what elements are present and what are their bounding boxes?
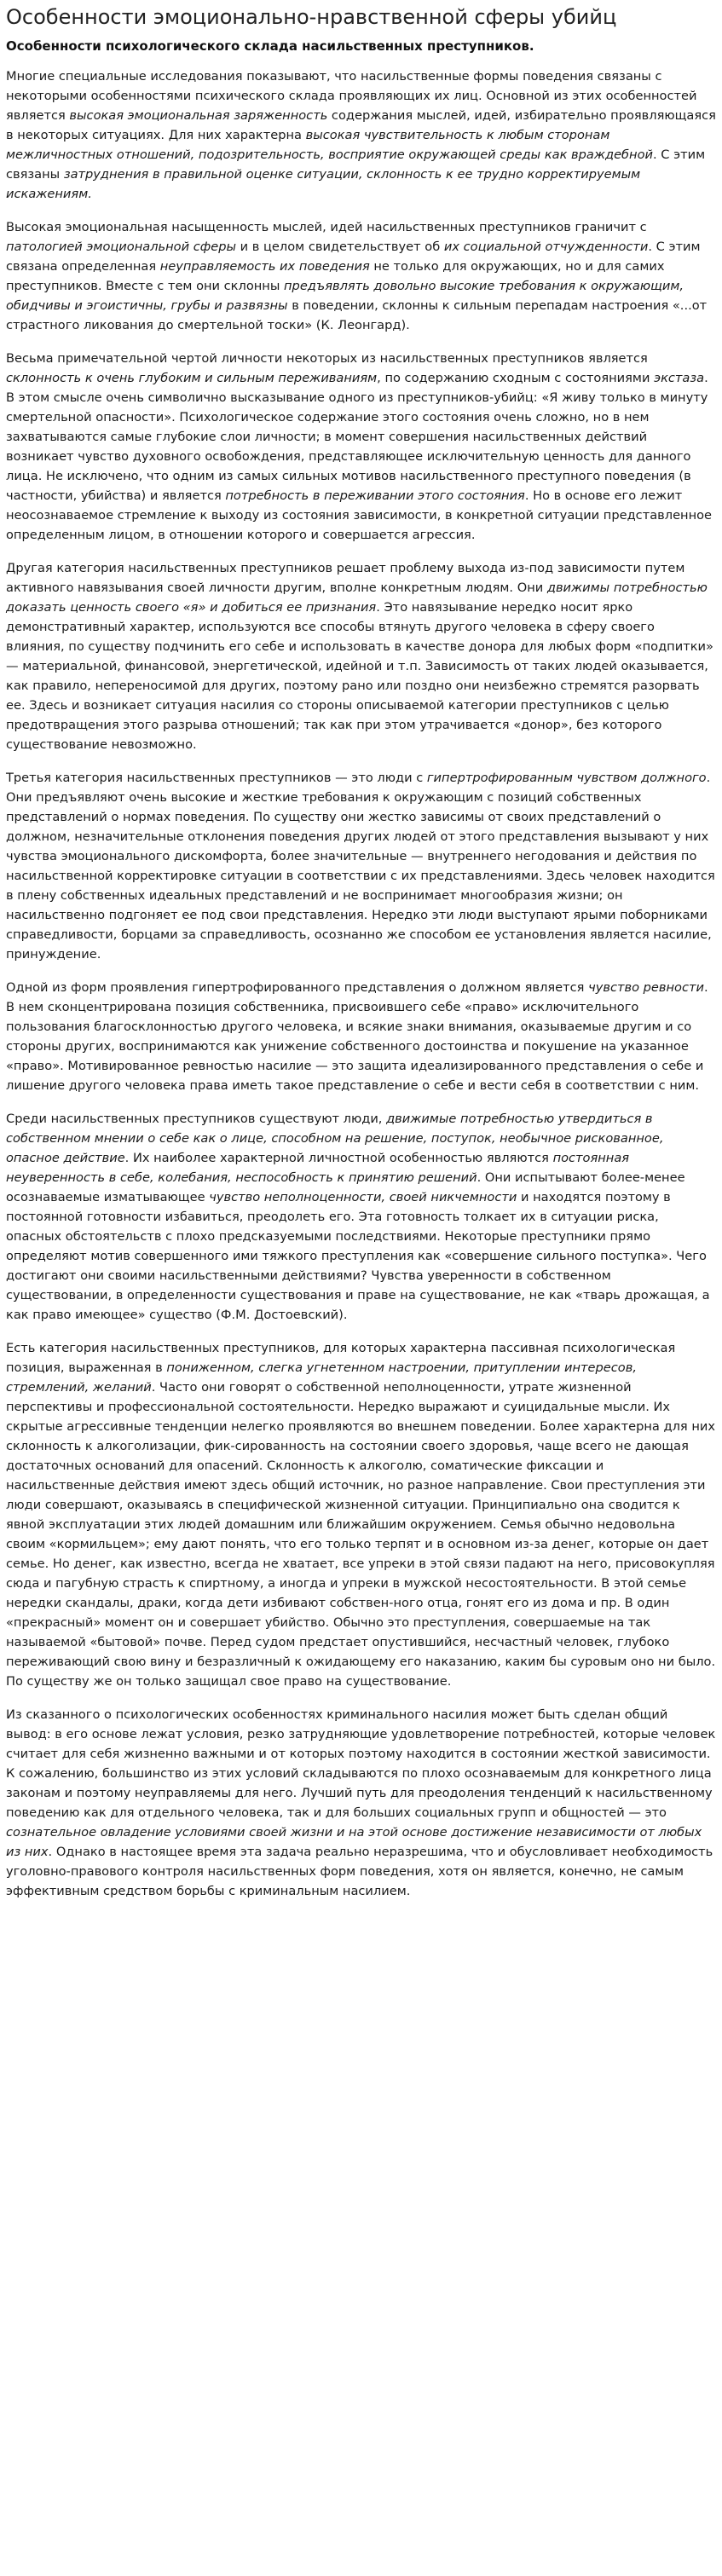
text-run: и в целом свидетельствует об	[236, 240, 444, 254]
emphasis-text: постоянная неуверенность в себе, колебания, неспособность к принятию решений	[6, 1151, 630, 1185]
text-run: Третья категория насильственных преступников — это люди с	[6, 771, 427, 785]
text-run: Многие специальные исследования показывают, что насильственные формы поведения связаны с некоторыми особенностями психического склада проявляющих их лиц. Основной из этих особенностей является	[6, 69, 697, 123]
text-run: содержания мыслей, идей, избирательно проявляющаяся в некоторых ситуациях. Для них характерна	[6, 108, 716, 142]
text-run: Среди насильственных преступников существуют люди,	[6, 1112, 387, 1126]
text-run: . Часто они говорят о собственной неполноценности, утрате жизненной перспективы и профессиональной состоятельности. Нередко выражают и суицидальные мысли. Их скрытые агрессивные тенденции нелегко проявляются во внешнем поведении. Более характерна для них склонность к алкоголизации, фик-сированность на состоянии своего здоровья, чаще всего не дающая достаточных оснований для опасений. Склонность к алкоголю, соматические фиксации и насильственные действия имеют здесь общий источник, но разное направление. Свои преступления эти люди совершают, оказываясь в специфической жизненной ситуации. Принципиально она сводится к явной эксплуатации этих людей домашним или ближайшим окружением. Семья обычно недовольна своим «кормильцем»; ему дают понять, что его только терпят и в основном из-за денег, которые он дает семье. Но денег, как известно, всегда не хватает, все упреки в этой связи падают на него, присовокупляя сюда и пагубную страсть к спиртному, а иногда и упреки в мужской несостоятельности. В этой семье нередки скандалы, драки, когда дети избивают собствен-ного отца, гонят его из дома и пр. В один «прекрасный» момент он и совершает убийство. Обычно это преступления, совершаемые на так называемой «бытовой» почве. Перед судом предстает опустившийся, несчастный человек, глубоко переживающий свою вину и безразличный к ожидающему его наказанию, каким бы суровым оно ни было. По существу же он только защищал свое право на существование.	[6, 1380, 716, 1689]
emphasis-text: экстаза	[654, 371, 705, 385]
text-run: Одной из форм проявления гипертрофированного представления о должном является	[6, 980, 589, 995]
paragraph-4	[6, 558, 716, 754]
text-run: , по содержанию сходным с состояниями	[377, 371, 655, 385]
text-run: Есть категория насильственных преступников, для которых характерна пассивная психологическая позиция, выраженная в	[6, 1341, 676, 1375]
emphasis-text: движимы потребностью доказать ценность своего «я» и добиться ее признания	[6, 580, 708, 615]
emphasis-text: патологией эмоциональной сферы	[6, 240, 236, 254]
section-subtitle: Особенности психологического склада насильственных преступников.	[6, 38, 534, 54]
text-run: в поведении, склонны к сильным перепадам настроения «...от страстного ликования до смертельной тоски» (К. Леонгард).	[6, 298, 708, 332]
article-body	[6, 66, 716, 1901]
text-run: . В этом смысле очень символично высказывание одного из преступников-убийц: «Я живу только в минуту смертельной опасности». Психологическое содержание этого состояния очень сложно, но в нем захватываются самые глубокие слои личности; в момент совершения насильственных действий возникает чувство духовного освобождения, представляющее исключительную ценность для данного лица. Не исключено, что одним из самых сильных мотивов насильственного преступного поведения (в частности, убийства) и является	[6, 371, 708, 503]
text-run: не только для окружающих, но и для самих преступников. Вместе с тем они склонны	[6, 259, 665, 293]
paragraph-6	[6, 978, 716, 1095]
text-run: . Они предъявляют очень высокие и жесткие требования к окружающим с позиций собственных представлений о нормах поведения. По существу они жестко зависимы от своих представлений о должном, незначительные отклонения поведения других людей от этого представления вызывают у них чувства эмоционального дискомфорта, более значительные — внутреннего негодования и действия по насильственной корректировке ситуации в соответствии с их представлениями. Здесь человек находится в плену собственных идеальных представлений и не воспринимает многообразия жизни; он насильственно подгоняет ее под свои представления. Нередко эти люди выступают ярыми поборниками справедливости, борцами за справедливость, осознанно же способом ее установления является насилие, принуждение.	[6, 771, 715, 962]
emphasis-text: чувство неполноценности, своей никчемности	[209, 1190, 517, 1204]
paragraph-1	[6, 66, 716, 204]
text-run: Весьма примечательной чертой личности некоторых из насильственных преступников является	[6, 351, 648, 366]
emphasis-text: чувство ревности	[588, 980, 704, 995]
text-run: Высокая эмоциональная насыщенность мыслей, идей насильственных преступников граничит с	[6, 220, 647, 234]
emphasis-text: высокая эмоциональная заряженность	[69, 108, 328, 123]
emphasis-text: их социальной отчужденности	[443, 240, 649, 254]
paragraph-9	[6, 1705, 716, 1901]
paragraph-3	[6, 349, 716, 545]
emphasis-text: сознательное овладение условиями своей жизни и на этой основе достижение независимости от любых из них	[6, 1825, 702, 1859]
paragraph-5	[6, 768, 716, 964]
paragraph-8	[6, 1338, 716, 1691]
emphasis-text: потребность в переживании этого состояния	[225, 488, 525, 503]
text-run: Из сказанного о психологических особенностях криминального насилия может быть сделан общий вывод: в его основе лежат условия, резко затрудняющие удовлетворение потребностей, которые человек считает для себя жизненно важными и от которых поэтому находится в состоянии жесткой зависимости. К сожалению, большинство из этих условий складываются по плохо осознаваемым для конкретного лица законам и поэтому неуправляемы для него. Лучший путь для преодоления тенденций к насильственному поведению как для отдельного человека, так и для больших социальных групп и общностей — это	[6, 1707, 716, 1820]
text-run: и находятся поэтому в постоянной готовности избавиться, преодолеть его. Эта готовность толкает их в ситуации риска, опасных обстоятельств с плохо предсказуемыми последствиями. Некоторые преступники прямо определяют мотив совершенного ими тяжкого преступления как «совершение сильного поступка». Чего достигают они своими насильственными действиями? Чувства уверенности в собственном существовании, в определенности существования и праве на существование, не как «тварь дрожащая, а как право имеющее» существо (Ф.М. Достоевский).	[6, 1190, 710, 1322]
text-run: . Их наиболее характерной личностной особенностью являются	[124, 1151, 553, 1165]
emphasis-text: пониженном, слегка угнетенном настроении, притуплении интересов, стремлений, желаний	[6, 1360, 637, 1395]
emphasis-text: склонность к очень глубоким и сильным переживаниям	[6, 371, 378, 385]
text-run: . С этим связана определенная	[6, 240, 701, 274]
page-title: Особенности эмоционально-нравственной сферы убийц	[6, 5, 617, 29]
paragraph-7	[6, 1109, 716, 1325]
emphasis-text: движимые потребностью утвердиться в собственном мнении о себе как о лице, способном на решение, поступок, необычное рискованное, опасное действие	[6, 1112, 664, 1165]
text-run: . С этим связаны	[6, 147, 706, 182]
text-run: Другая категория насильственных преступников решает проблему выхода из-под зависимости путем активного навязывания своей личности другим, вполне конкретным людям. Они	[6, 561, 685, 595]
emphasis-text: затруднения в правильной оценке ситуации, склонность к ее трудно корректируемым искажениям.	[6, 167, 641, 201]
text-run: . Но в основе его лежит неосознаваемое стремление к выходу из состояния зависимости, в конкретной ситуации представленное определенным лицом, в отношении которого и совершается агрессия.	[6, 488, 713, 542]
text-run: . Однако в настоящее время эта задача реально неразрешима, что и обусловливает необходимость уголовно-правового контроля насильственных форм поведения, хотя он является, конечно, не самым эффективным средством борьбы с криминальным насилием.	[6, 1845, 713, 1898]
paragraph-2	[6, 217, 716, 335]
text-run: . Это навязывание нередко носит ярко демонстративный характер, используются все способы втянуть другого человека в сферу своего влияния, по существу подчинить его себе и использовать в качестве донора для любых форм «подпитки» — материальной, финансовой, энергетической, идейной и т.п. Зависимость от таких людей оказывается, как правило, непереносимой для других, поэтому рано или поздно они неизбежно стремятся разорвать ее. Здесь и возникает ситуация насилия со стороны описываемой категории преступников с целью предотвращения этого разрыва отношений; так как при этом утрачивается «донор», без которого существование невозможно.	[6, 600, 713, 752]
text-run: . В нем сконцентрирована позиция собственника, присвоившего себе «право» исключительного пользования благосклонностью другого человека, и всякие знаки внимания, оказываемые другим и со стороны других, воспринимаются как унижение собственного достоинства и покушение на указанное «право». Мотивированное ревностью насилие — это защита идеализированного представления о себе и лишение другого человека права иметь такое представление о себе и вести себя в соответствии с ним.	[6, 980, 708, 1093]
emphasis-text: высокая чувствительность к любым сторонам межличностных отношений, подозрительность, восприятие окружающей среды как враждебной	[6, 128, 654, 162]
emphasis-text: предъявлять довольно высокие требования к окружающим, обидчивы и эгоистичны, грубы и развязны	[6, 279, 684, 313]
emphasis-text: неуправляемость их поведения	[159, 259, 370, 274]
emphasis-text: гипертрофированным чувством должного	[426, 771, 707, 785]
text-run: . Они испытывают более-менее осознаваемые изматывающее	[6, 1170, 685, 1204]
